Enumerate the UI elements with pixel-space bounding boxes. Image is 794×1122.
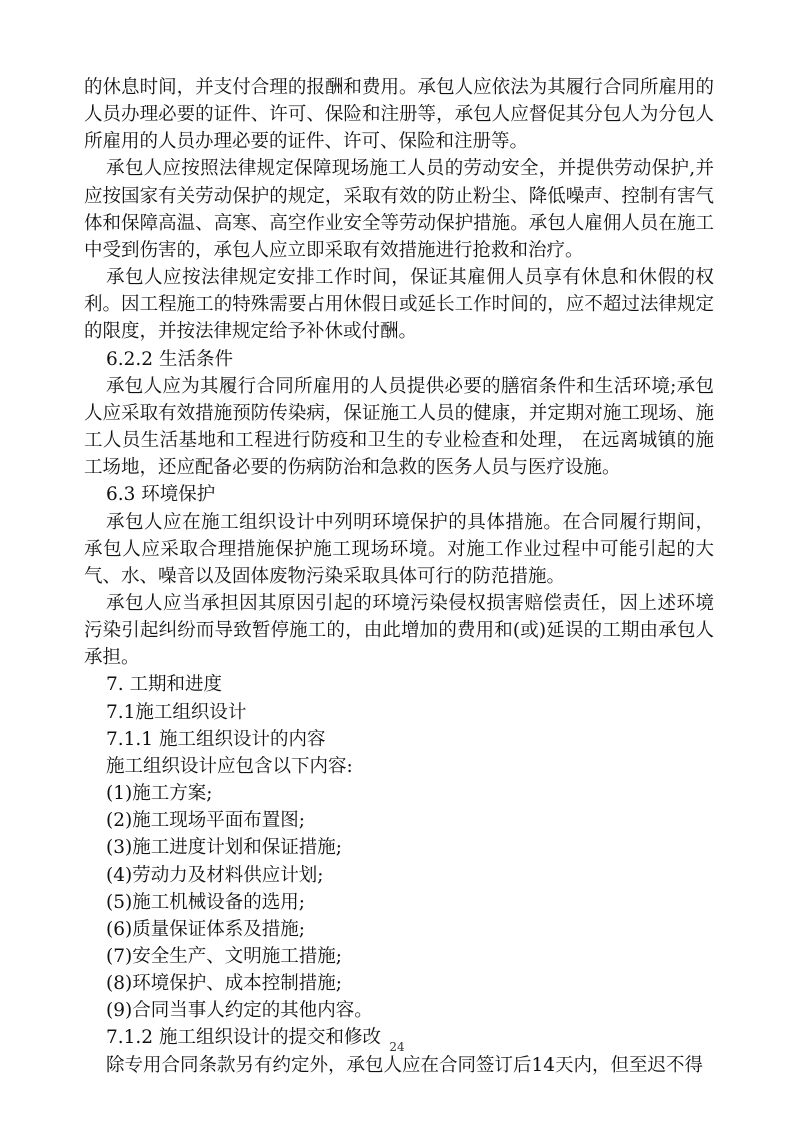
list-item: (8)环境保护、成本控制措施;	[106, 973, 342, 995]
heading-6-3: 6.3 环境保护	[106, 484, 216, 506]
list-intro: 施工组织设计应包含以下内容:	[106, 755, 353, 777]
list-item: (1)施工方案;	[106, 783, 213, 805]
list-item: (2)施工现场平面布置图;	[106, 810, 305, 832]
paragraph-rest-time: 的休息时间，并支付合理的报酬和费用。承包人应依法为其履行合同所雇用的人员办理必要的证件、许可、保险和注册等，承包人应督促其分包人为分包人所雇用的人员办理必要的证件、许可、保险和注册等。	[84, 77, 714, 153]
list-item: (3)施工进度计划和保证措施;	[106, 837, 342, 859]
paragraph-labor-safety: 承包人应按照法律规定保障现场施工人员的劳动安全，并提供劳动保护,并应按国家有关劳动保护的规定，采取有效的防止粉尘、降低噪声、控制有害气体和保障高温、高寒、高空作业安全等劳动保护措施。承包人雇佣人员在施工中受到伤害的，承包人应立即采取有效措施进行抢救和治疗。	[84, 158, 714, 261]
list-item: (7)安全生产、文明施工措施;	[106, 946, 342, 967]
heading-7-1: 7.1施工组织设计	[106, 701, 247, 723]
heading-6-2-2: 6.2.2 生活条件	[106, 348, 233, 370]
list-item: (5)施工机械设备的选用;	[106, 891, 305, 913]
page-number: 24	[389, 1040, 405, 1054]
paragraph-environment-liability: 承包人应当承担因其原因引起的环境污染侵权损害赔偿责任，因上述环境污染引起纠纷而导致暂停施工的，由此增加的费用和(或)延误的工期由承包人承担。	[84, 592, 714, 669]
heading-7-1-1: 7.1.1 施工组织设计的内容	[106, 728, 326, 750]
heading-7-1-2: 7.1.2 施工组织设计的提交和修改	[106, 1027, 381, 1049]
list-item: (6)质量保证体系及措施;	[106, 918, 305, 940]
heading-7: 7. 工期和进度	[106, 674, 223, 696]
list-item: (4)劳动力及材料供应计划;	[106, 864, 324, 886]
paragraph-living-conditions: 承包人应为其履行合同所雇用的人员提供必要的膳宿条件和生活环境;承包人应采取有效措施预防传染病，保证施工人员的健康，并定期对施工现场、施工人员生活基地和工程进行防疫和卫生的专业检查和处理， 在远离城镇的施工场地，还应配备必要的伤病防治和急救的医务人员与医疗设施。	[84, 375, 714, 479]
list-item: (9)合同当事人约定的其他内容。	[106, 1000, 373, 1022]
page-content	[84, 74, 714, 1079]
paragraph-submission-start: 除专用合同条款另有约定外，承包人应在合同签订后14天内，但至迟不得	[106, 1054, 704, 1076]
paragraph-working-hours: 承包人应按法律规定安排工作时间，保证其雇佣人员享有休息和休假的权利。因工程施工的特殊需要占用休假日或延长工作时间的，应不超过法律规定的限度，并按法律规定给予补休或付酬。	[84, 267, 714, 343]
paragraph-environment-measures: 承包人应在施工组织设计中列明环境保护的具体措施。在合同履行期间，承包人应采取合理措施保护施工现场环境。对施工作业过程中可能引起的大气、水、噪音以及固体废物污染采取具体可行的防范措施。	[84, 511, 714, 587]
